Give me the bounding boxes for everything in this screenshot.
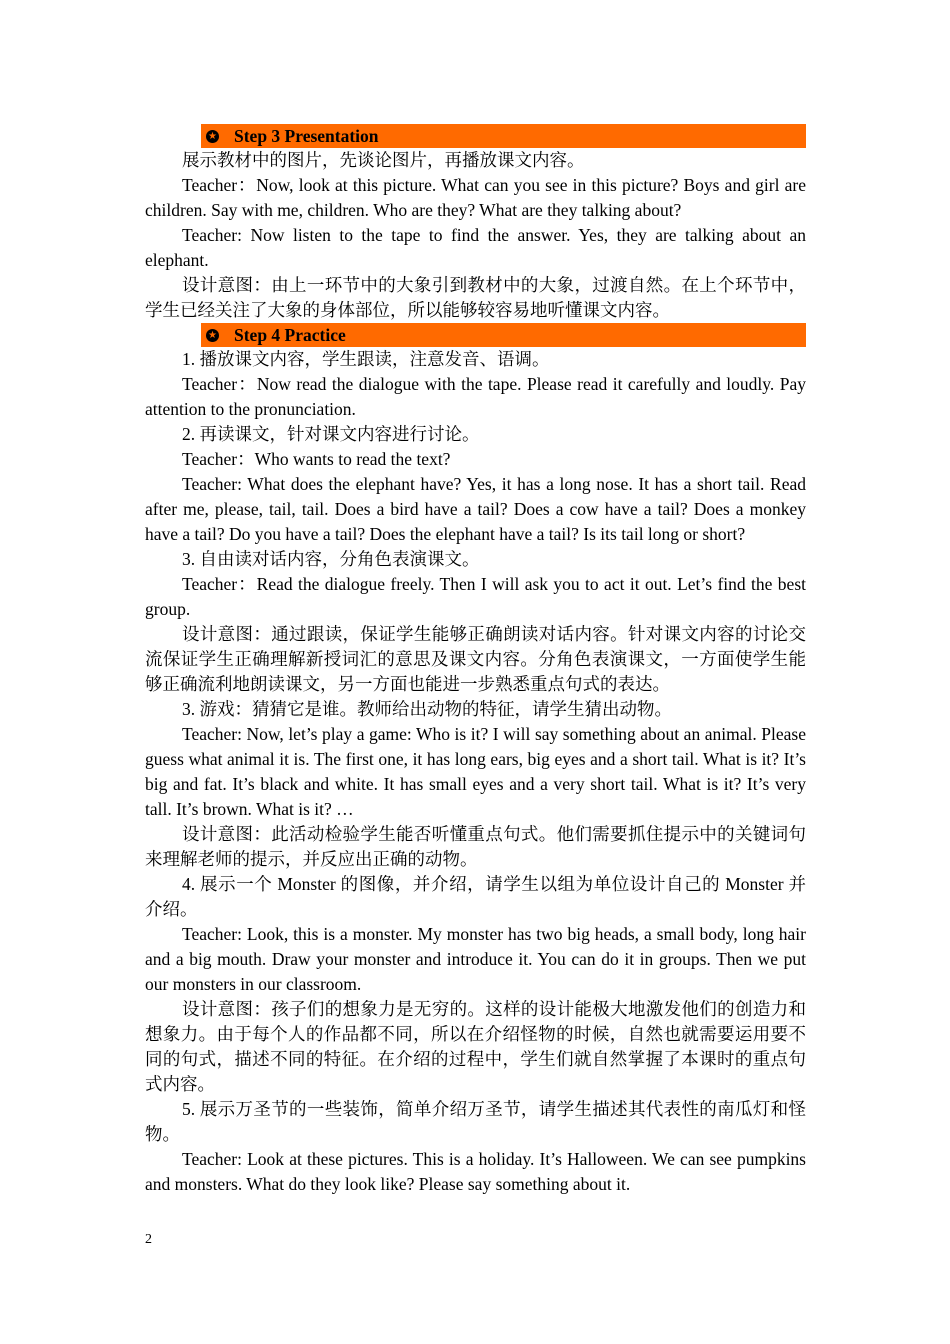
paragraph: 设计意图：此活动检验学生能否听懂重点句式。他们需要抓住提示中的关键词句来理解老师的提示，并反应出正确的动物。	[145, 824, 806, 869]
paragraph: Teacher: Look, this is a monster. My monster has two big heads, a small body, long hair and a big mouth. Draw your monster and introduce it. You can do it in groups. Then we put our monsters in our classroom.	[145, 924, 806, 994]
section-header-step3	[201, 124, 806, 148]
section-title: Step 4 Practice	[234, 324, 346, 345]
paragraph: 展示教材中的图片，先谈论图片，再播放课文内容。	[182, 150, 585, 170]
page-content	[145, 124, 806, 1197]
paragraph: 2. 再读课文，针对课文内容进行讨论。	[182, 424, 480, 444]
paragraph: Teacher：Read the dialogue freely. Then I will ask you to act it out. Let’s find the best group.	[145, 574, 806, 619]
star-circle-icon: ★	[206, 130, 219, 143]
paragraph: 5. 展示万圣节的一些装饰，简单介绍万圣节，请学生描述其代表性的南瓜灯和怪物。	[145, 1099, 806, 1144]
paragraph: 设计意图：孩子们的想象力是无穷的。这样的设计能极大地激发他们的创造力和想象力。由于每个人的作品都不同，所以在介绍怪物的时候，自然也就需要运用要不同的句式，描述不同的特征。在介绍的过程中，学生们就自然掌握了本课时的重点句式内容。	[145, 999, 806, 1094]
paragraph: 3. 游戏：猜猜它是谁。教师给出动物的特征，请学生猜出动物。	[182, 699, 672, 719]
paragraph: 3. 自由读对话内容，分角色表演课文。	[182, 549, 480, 569]
paragraph: 设计意图：由上一环节中的大象引到教材中的大象，过渡自然。在上个环节中，学生已经关注了大象的身体部位，所以能够较容易地听懂课文内容。	[145, 275, 806, 320]
paragraph: 1. 播放课文内容，学生跟读，注意发音、语调。	[182, 349, 550, 369]
paragraph: Teacher: Now, let’s play a game: Who is it? I will say something about an animal. Please guess what animal it is. The first one, it has long ears, big eyes and a short tail. What is it? It’s big and fat. It’s black and white. It has small eyes and a very short tail. What is it? It’s very tall. It’s brown. What is it? …	[145, 724, 806, 819]
page-number: 2	[145, 1232, 152, 1247]
section-header-step4	[201, 323, 806, 347]
star-circle-icon: ★	[206, 329, 219, 342]
paragraph: Teacher：Who wants to read the text?	[182, 449, 451, 469]
paragraph: Teacher: What does the elephant have? Yes, it has a long nose. It has a short tail. Read after me, please, tail, tail. Does a bird have a tail? Does a cow have a tail? Does a monkey have a tail? Do you have a tail? Does the elephant have a tail? Is its tail long or short?	[145, 474, 806, 544]
paragraph: 设计意图：通过跟读，保证学生能够正确朗读对话内容。针对课文内容的讨论交流保证学生正确理解新授词汇的意思及课文内容。分角色表演课文，一方面使学生能够正确流利地朗读课文，另一方面也能进一步熟悉重点句式的表达。	[145, 624, 806, 694]
paragraph: Teacher：Now read the dialogue with the tape. Please read it carefully and loudly. Pay attention to the pronunciation.	[145, 374, 806, 419]
paragraph: Teacher: Look at these pictures. This is a holiday. It’s Halloween. We can see pumpkins and monsters. What do they look like? Please say something about it.	[145, 1149, 806, 1194]
section-title: Step 3 Presentation	[234, 125, 379, 146]
paragraph: 4. 展示一个 Monster 的图像，并介绍，请学生以组为单位设计自己的 Monster 并介绍。	[145, 874, 806, 919]
paragraph: Teacher：Now, look at this picture. What can you see in this picture? Boys and girl are children. Say with me, children. Who are they? What are they talking about?	[145, 175, 806, 220]
paragraph: Teacher: Now listen to the tape to find the answer. Yes, they are talking about an elephant.	[145, 225, 806, 270]
